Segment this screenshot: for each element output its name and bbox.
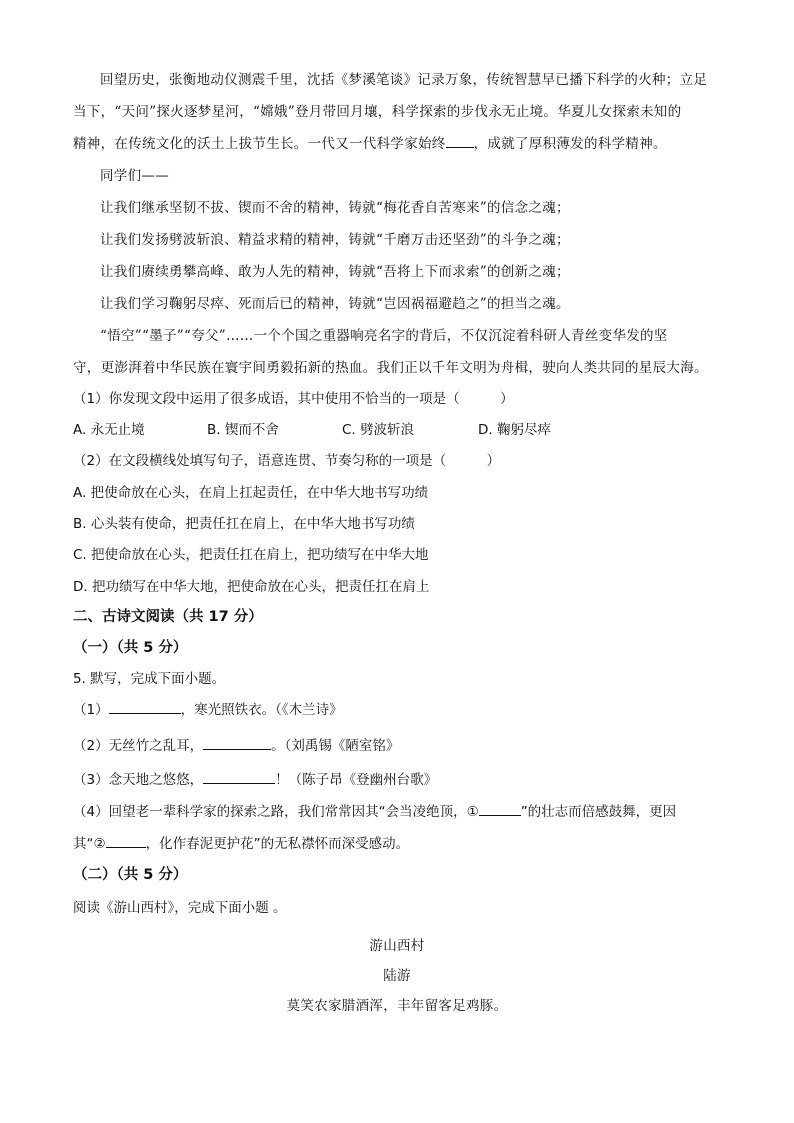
question-stem: 5. 默写，完成下面小题。: [73, 671, 226, 687]
option-c: C. 劈波斩浪: [342, 422, 415, 438]
item-text: ！（陈子昂《登幽州台歌》: [275, 772, 438, 788]
option-b: B. 心头装有使命，把责任扛在肩上，在中华大地书写功绩: [73, 516, 415, 532]
question-stem: （1）你发现文段中运用了很多成语，其中使用不恰当的一项是（ ）: [73, 391, 514, 407]
passage-line: 让我们继承坚韧不拔、锲而不舍的精神，铸就“梅花香自苦寒来”的信念之魂；: [100, 200, 570, 216]
question-stem: （2）在文段横线处填写句子，语意连贯、节奏匀称的一项是（ ）: [73, 453, 501, 469]
option-d: D. 鞠躬尽瘁: [478, 422, 551, 438]
option-a: A. 把使命放在心头，在肩上扛起责任，在中华大地书写功绩: [73, 485, 429, 501]
item-text: 。（刘禹锡《陋室铭》: [271, 738, 400, 754]
option-a: A. 永无止境: [73, 422, 145, 438]
fill-blank: [203, 771, 275, 784]
option-c: C. 把使命放在心头，把责任扛在肩上，把功绩写在中华大地: [73, 547, 429, 563]
item-text: ，寒光照铁衣。（《木兰诗》: [180, 702, 343, 718]
fill-blank: [479, 803, 521, 816]
question-stem: 阅读《游山西村》，完成下面小题 。: [73, 900, 287, 916]
passage-line: 回望历史，张衡地动仪测震千里，沈括《梦溪笔谈》记录万象，传统智慧早已播下科学的火种；立足: [100, 72, 708, 88]
passage-line: 同学们——: [100, 168, 169, 184]
part-title: （一）（共 5 分）: [73, 640, 188, 656]
item-text: （4）回望老一辈科学家的探索之路，我们常常因其“会当凌绝顶，①: [73, 804, 479, 820]
fill-blank: [109, 701, 181, 714]
item-text: ，化作春泥更护花”的无私襟怀而深受感动。: [145, 836, 410, 852]
recitation-item: [73, 698, 343, 718]
passage-line: [73, 132, 667, 152]
item-text: （1）: [73, 702, 109, 718]
item-text: 其“②: [73, 836, 106, 852]
passage-line: “悟空”“墨子”“夸父”……一个个国之重器响亮名字的背后，不仅沉淀着科研人青丝变华发的坚: [100, 328, 668, 344]
fill-blank: [446, 135, 474, 148]
recitation-item: [73, 800, 676, 820]
recitation-item: [73, 832, 409, 852]
poem-title: 游山西村: [369, 938, 425, 954]
option-b: B. 锲而不舍: [207, 422, 279, 438]
fill-blank: [106, 835, 146, 848]
item-text: （2）无丝竹之乱耳，: [73, 738, 204, 754]
recitation-item: [73, 734, 399, 754]
passage-text: 精神，在传统文化的沃土上拔节生长。一代又一代科学家始终: [73, 136, 446, 152]
passage-line: 让我们学习鞠躬尽瘁、死而后已的精神，铸就“岂因祸福避趋之”的担当之魂。: [100, 296, 570, 312]
item-text: ”的壮志而倍感鼓舞，更因: [520, 804, 677, 820]
passage-text: ，成就了厚积薄发的科学精神。: [473, 136, 667, 152]
fill-blank: [203, 737, 271, 750]
poem-author: 陆游: [383, 968, 411, 984]
passage-line: 当下，“天问”探火逐梦星河，“嫦娥”登月带回月壤，科学探索的步伐永无止境。华夏儿女探索未知的: [73, 104, 682, 120]
option-d: D. 把功绩写在中华大地，把使命放在心头，把责任扛在肩上: [73, 579, 430, 595]
poem-line: 莫笑农家腊酒浑，丰年留客足鸡豚。: [286, 998, 508, 1014]
passage-line: 守，更澎湃着中华民族在寰宇间勇毅拓新的热血。我们正以千年文明为舟楫，驶向人类共同的星辰大海。: [73, 360, 708, 376]
item-text: （3）念天地之悠悠，: [73, 772, 204, 788]
passage-line: 让我们发扬劈波斩浪、精益求精的精神，铸就“千磨万击还坚劲”的斗争之魂；: [100, 232, 570, 248]
passage-line: 让我们赓续勇攀高峰、敢为人先的精神，铸就“吾将上下而求索”的创新之魂；: [100, 264, 570, 280]
recitation-item: [73, 768, 437, 788]
part-title: （二）（共 5 分）: [73, 867, 188, 883]
section-title: 二、古诗文阅读（共 17 分）: [73, 609, 263, 625]
